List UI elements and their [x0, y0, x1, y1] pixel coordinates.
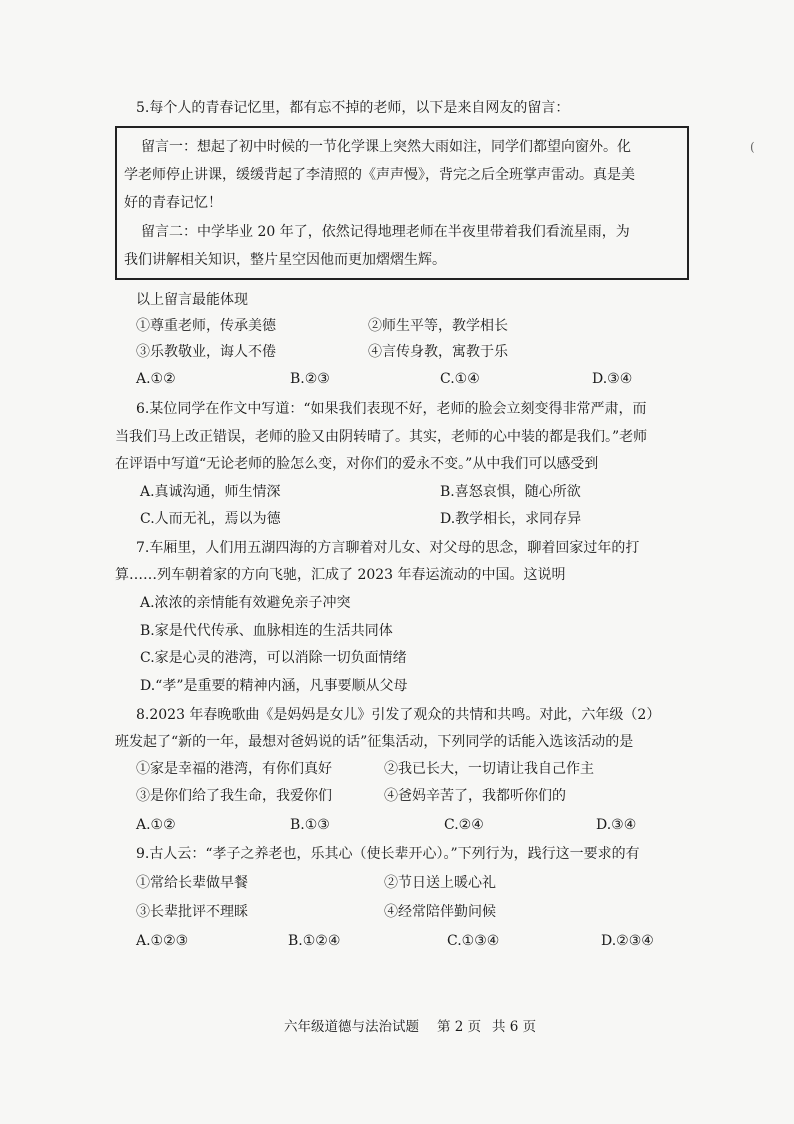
footer-page-number: 第 2 页	[437, 1019, 482, 1035]
q6-choice-b[interactable]: B.喜怒哀惧，随心所欲	[440, 484, 581, 500]
q5-choice-b[interactable]: B.②③	[290, 371, 330, 387]
footer-total-pages: 共 6 页	[492, 1019, 537, 1035]
q7-choice-b[interactable]: B.家是代代传承、血脉相连的生活共同体	[140, 623, 393, 639]
q9-choice-c[interactable]: C.①③④	[447, 933, 500, 949]
q5-choice-d[interactable]: D.③④	[592, 371, 633, 387]
q5-item: ①尊重老师，传承美德	[136, 318, 276, 334]
q7-choice-a[interactable]: A.浓浓的亲情能有效避免亲子冲突	[140, 595, 351, 611]
q8-item: ④爸妈辛苦了，我都听你们的	[384, 788, 566, 804]
q9-item: ②节日送上暖心礼	[384, 875, 496, 891]
q5-stem: 5.每个人的青春记忆里，都有忘不掉的老师，以下是来自网友的留言：	[136, 100, 570, 116]
q8-choice-d[interactable]: D.③④	[596, 817, 637, 833]
q5-item: ③乐教敬业，诲人不倦	[136, 344, 276, 360]
q9-item: ③长辈批评不理睬	[136, 904, 248, 920]
q8-choice-c[interactable]: C.②④	[444, 817, 484, 833]
q7-line: 7.车厢里，人们用五湖四海的方言聊着对儿女、对父母的思念，聊着回家过年的打	[136, 540, 640, 556]
q9-choice-a[interactable]: A.①②③	[136, 933, 189, 949]
q7-choice-d[interactable]: D.“孝”是重要的精神内涵，凡事要顺从父母	[140, 678, 408, 694]
q6-choice-d[interactable]: D.教学相长，求同存异	[440, 511, 582, 527]
q9-stem: 9.古人云：“孝子之养老也，乐其心（使长辈开心）。”下列行为，践行这一要求的有	[136, 846, 640, 862]
q9-choice-d[interactable]: D.②③④	[601, 933, 654, 949]
q5-choice-c[interactable]: C.①④	[440, 371, 480, 387]
margin-mark: (	[750, 140, 755, 154]
q5-choice-a[interactable]: A.①②	[136, 371, 176, 387]
q5-item: ②师生平等，教学相长	[368, 318, 508, 334]
q5-question: 以上留言最能体现	[136, 292, 248, 308]
q6-line: 当我们马上改正错误，老师的脸又由阴转晴了。其实，老师的心中装的都是我们。”老师	[115, 429, 648, 445]
q5-box-line: 留言一：想起了初中时候的一节化学课上突然大雨如注，同学们都望向窗外。化	[141, 139, 631, 155]
q5-box-line: 好的青春记忆！	[124, 195, 222, 211]
q5-box-line: 我们讲解相关知识，整片星空因他而更加熠熠生辉。	[124, 252, 446, 268]
q8-item: ③是你们给了我生命，我爱你们	[136, 788, 332, 804]
footer-subject: 六年级道德与法治试题	[284, 1019, 419, 1035]
q8-line: 班发起了“新的一年，最想对爸妈说的话”征集活动，下列同学的话能入选该活动的是	[115, 734, 634, 750]
q8-line: 8.2023 年春晚歌曲《是妈妈是女儿》引发了观众的共情和共鸣。对此，六年级（2）	[136, 707, 661, 723]
q5-item: ④言传身教，寓教于乐	[368, 344, 508, 360]
q6-choice-a[interactable]: A.真诚沟通，师生情深	[140, 484, 281, 500]
q9-choice-b[interactable]: B.①②④	[288, 933, 341, 949]
q5-box-line: 学老师停止讲课，缓缓背起了李清照的《声声慢》，背完之后全班掌声雷动。真是美	[124, 167, 635, 183]
q7-line: 算……列车朝着家的方向飞驰，汇成了 2023 年春运流动的中国。这说明	[115, 567, 566, 583]
q8-item: ②我已长大，一切请让我自己作主	[384, 761, 594, 777]
q5-box-line: 留言二：中学毕业 20 年了，依然记得地理老师在半夜里带着我们看流星雨，为	[141, 224, 630, 240]
q8-item: ①家是幸福的港湾，有你们真好	[136, 761, 332, 777]
q9-item: ④经常陪伴勤问候	[384, 904, 496, 920]
q6-line: 6.某位同学在作文中写道：“如果我们表现不好，老师的脸会立刻变得非常严肃，而	[136, 401, 647, 417]
q6-line: 在评语中写道“无论老师的脸怎么变，对你们的爱永不变。”从中我们可以感受到	[115, 456, 599, 472]
q6-choice-c[interactable]: C.人而无礼，焉以为德	[140, 511, 281, 527]
q8-choice-b[interactable]: B.①③	[290, 817, 330, 833]
q8-choice-a[interactable]: A.①②	[136, 817, 176, 833]
q9-item: ①常给长辈做早餐	[136, 875, 248, 891]
q7-choice-c[interactable]: C.家是心灵的港湾，可以消除一切负面情绪	[140, 650, 407, 666]
